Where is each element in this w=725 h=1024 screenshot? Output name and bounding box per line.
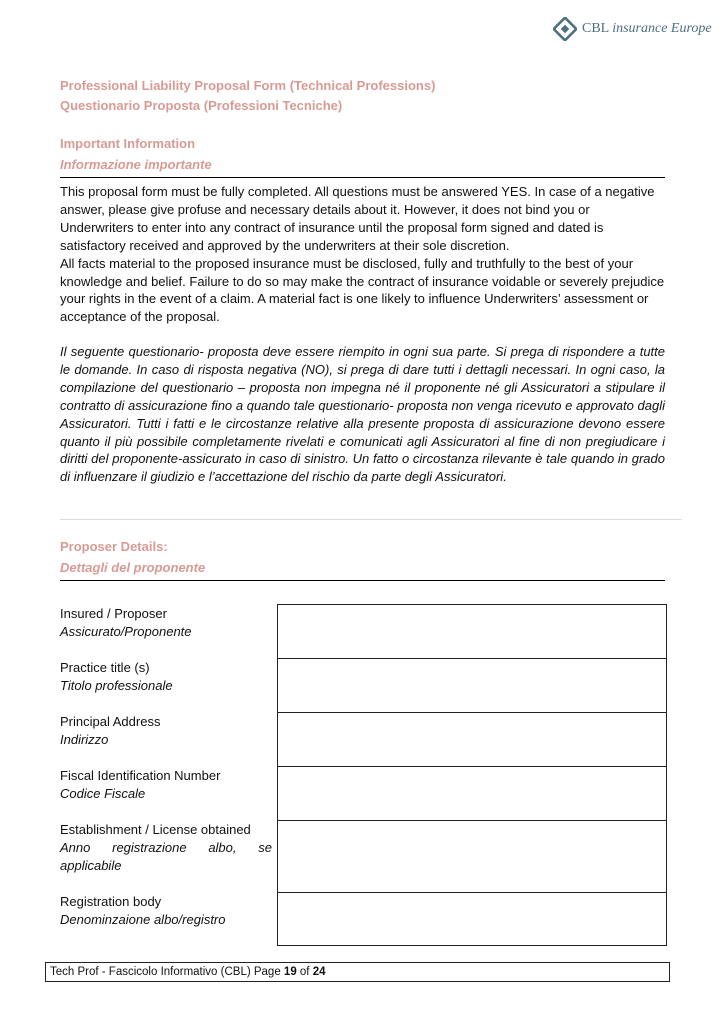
form-title-it: Questionario Proposta (Professioni Tecniche) bbox=[60, 97, 343, 113]
label-fiscal-id: Fiscal Identification Number Codice Fiscale bbox=[60, 768, 221, 801]
field-establishment[interactable] bbox=[278, 821, 666, 893]
field-registration-body[interactable] bbox=[278, 893, 666, 945]
field-practice-title[interactable] bbox=[278, 659, 666, 713]
field-fiscal-id[interactable] bbox=[278, 767, 666, 821]
important-heading bbox=[60, 133, 212, 175]
label-establishment: Establishment / License obtained Anno registrazione albo, se applicabile bbox=[60, 822, 272, 873]
form-title bbox=[60, 76, 435, 115]
light-divider bbox=[60, 519, 682, 520]
label-registration-body: Registration body Denominzaione albo/registro bbox=[60, 894, 226, 927]
page-number: 19 bbox=[283, 966, 297, 978]
logo-wordmark: CBL insurance Europe bbox=[582, 21, 712, 36]
proposer-answer-table bbox=[277, 604, 667, 946]
company-logo bbox=[553, 14, 718, 44]
form-title-en: Professional Liability Proposal Form (Technical Professions) bbox=[60, 78, 436, 93]
section-divider bbox=[60, 580, 665, 581]
important-text-it: Il seguente questionario- proposta deve essere riempito in ogni sua parte. Si prega di rispondere a tutte le domande. In caso di risposta negativa (NO), si prega di dare tutti i dettagli necessari. In ogni caso, la compilazione del questionario – proposta non impegna né il proponente né gli Assicuratori a stipulare il contratto di assicurazione fino a quando tale questionario- proposta non venga ricevuto e approvato dagli Assicuratori. Tutti i fatti e le circostanze relative alla presente proposta di assicurazione devono essere quanto il più possibile completamente rivelati e comunicati agli Assicuratori al fine di non pregiudicare i diritti del proponente-assicurato in caso di sinistro. Un fatto o circostanza rilevante è tale quando in grado di influenzare il giudizio e l’accettazione del rischio da parte degli Assicuratori. bbox=[60, 344, 665, 485]
proposer-heading bbox=[60, 536, 205, 578]
page-total: 24 bbox=[312, 966, 326, 978]
section-divider bbox=[60, 177, 665, 178]
proposer-heading-en: Proposer Details: bbox=[60, 539, 168, 554]
important-paragraph-2: All facts material to the proposed insurance must be disclosed, fully and truthfully to the best of your knowledge and belief. Failure to do so may make the contract of insurance voidable or severely prejudice your rights in the event of a claim. A material fact is one likely to influence Underwriters’ assessment or acceptance of the proposal. bbox=[60, 255, 665, 325]
cbl-diamond-icon bbox=[553, 17, 577, 41]
important-paragraph-1: This proposal form must be fully completed. All questions must be answered YES. In case of a negative answer, please give profuse and necessary details about it. However, it does not bind you or Underwriters to enter into any contract of insurance until the proposal form signed and dated is satisfactory received and approved by the underwriters at their sole discretion. bbox=[60, 184, 655, 253]
label-insured: Insured / Proposer Assicurato/Proponente bbox=[60, 606, 192, 639]
label-practice-title: Practice title (s) Titolo professionale bbox=[60, 660, 173, 693]
page-footer: Tech Prof - Fascicolo Informativo (CBL) Page 19 of 24 bbox=[45, 962, 670, 982]
label-principal-address: Principal Address Indirizzo bbox=[60, 714, 161, 747]
field-principal-address[interactable] bbox=[278, 713, 666, 767]
important-text-en bbox=[60, 183, 665, 326]
important-heading-en: Important Information bbox=[60, 136, 196, 151]
important-heading-it: Informazione importante bbox=[60, 157, 212, 172]
proposer-heading-it: Dettagli del proponente bbox=[60, 560, 206, 575]
field-insured[interactable] bbox=[278, 605, 666, 659]
